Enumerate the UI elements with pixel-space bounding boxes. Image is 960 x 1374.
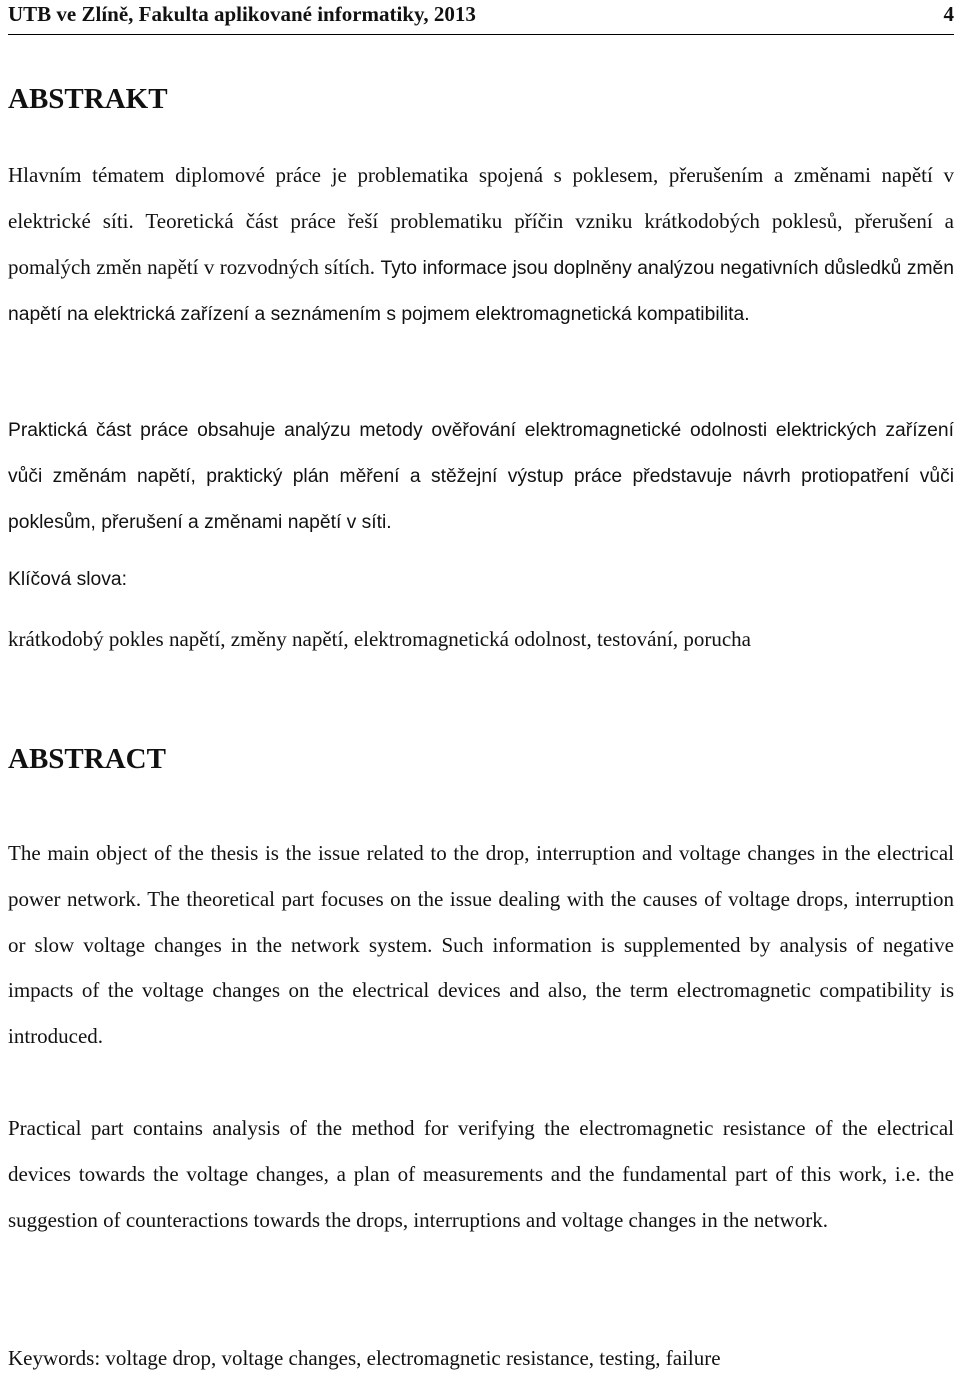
abstrakt-paragraph-1 <box>8 153 954 338</box>
abstrakt-paragraph-1-serif: Hlavním tématem diplomové práce je problematika spojená s poklesem, přerušením a změnami napětí v elektrické síti. Teoretická část práce řeší problematiku příčin vzniku krátkodobých poklesů, přerušení a pomalých změn napětí v rozvodných sítích. <box>8 163 954 279</box>
keywords-cz: krátkodobý pokles napětí, změny napětí, elektromagnetická odolnost, testování, porucha <box>8 627 751 651</box>
abstract-paragraph-2: Practical part contains analysis of the method for verifying the electromagnetic resistance of the electrical devices towards the voltage changes, a plan of measurements and the fundamental part of this work, i.e. the suggestion of counteractions towards the drops, interruptions and voltage changes in the network. <box>8 1116 954 1232</box>
keywords-en: Keywords: voltage drop, voltage changes, electromagnetic resistance, testing, failure <box>8 1346 721 1370</box>
abstrakt-heading: ABSTRAKT <box>8 83 168 115</box>
abstract-heading: ABSTRACT <box>8 743 166 775</box>
abstrakt-paragraph-1-sans: Tyto informace jsou doplněny analýzou negativních důsledků změn napětí na elektrická zařízení a seznámením s pojmem elektromagnetická kompatibilita. <box>8 257 955 326</box>
header-title: UTB ve Zlíně, Fakulta aplikované informatiky, 2013 <box>8 2 476 26</box>
abstrakt-paragraph-2: Praktická část práce obsahuje analýzu metody ověřování elektromagnetické odolnosti elektrických zařízení vůči změnám napětí, praktický plán měření a stěžejní výstup práce představuje návrh protiopatření vůči poklesům, přerušení a změnami napětí v síti. <box>8 420 954 533</box>
abstract-paragraph-1: The main object of the thesis is the issue related to the drop, interruption and voltage changes in the electrical power network. The theoretical part focuses on the issue dealing with the causes of voltage drops, interruption or slow voltage changes in the network system. Such information is supplemented by analysis of negative impacts of the voltage changes on the electrical devices and also, the term electromagnetic compatibility is introduced. <box>8 841 954 1049</box>
header-rule <box>8 34 954 35</box>
page-header <box>8 0 954 32</box>
keywords-label-cz: Klíčová slova: <box>8 569 127 590</box>
page-number: 4 <box>943 2 954 26</box>
